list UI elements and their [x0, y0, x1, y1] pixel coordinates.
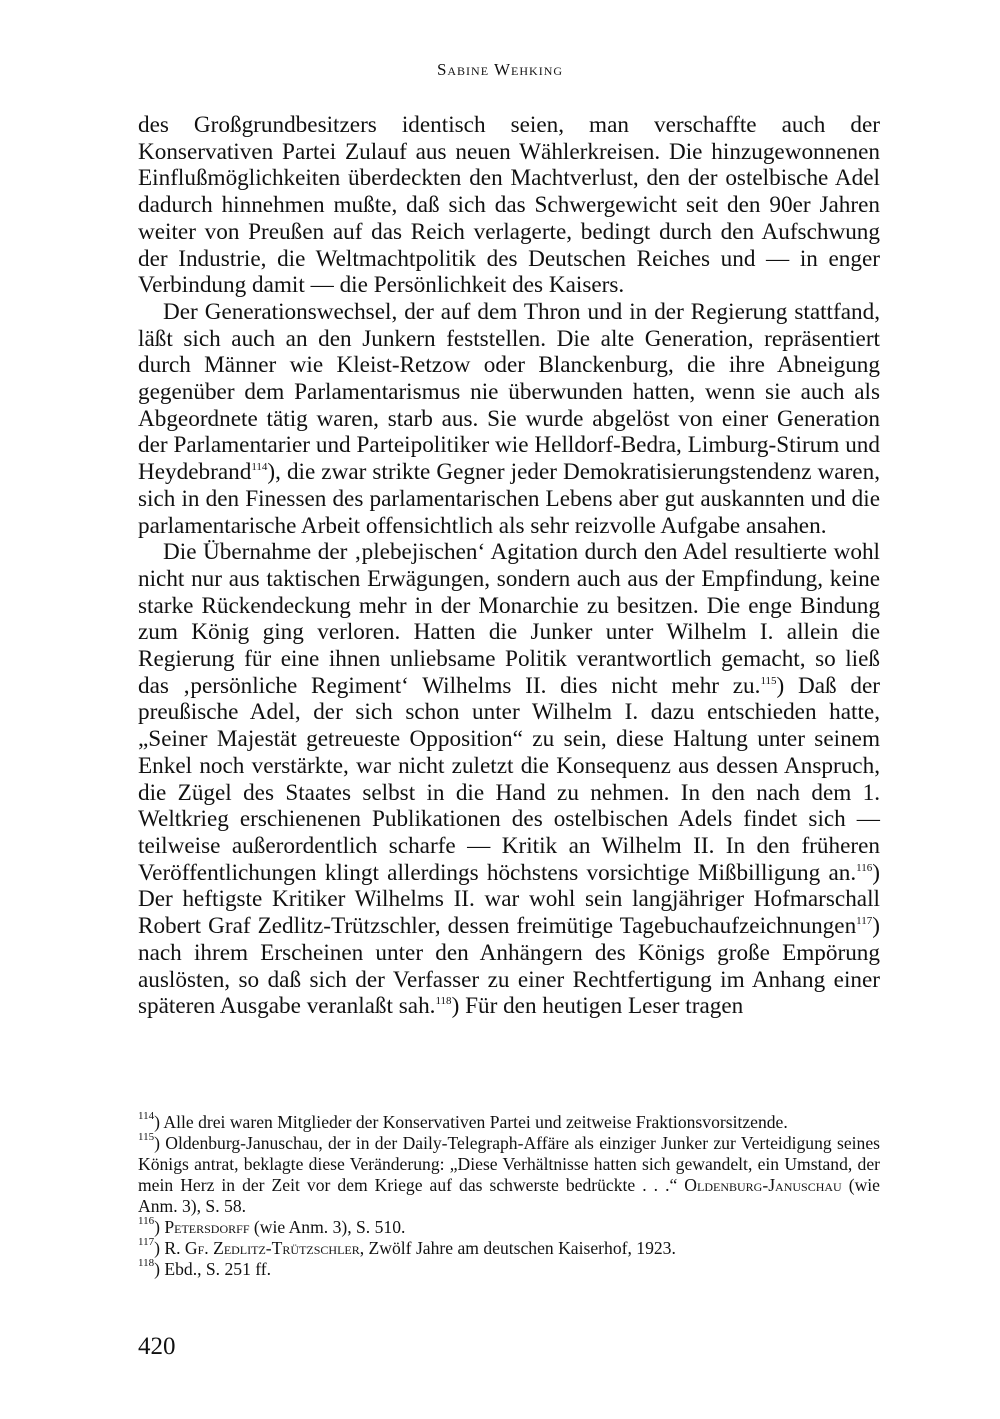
footnote-118-text: ) Ebd., S. 251 ff.	[154, 1259, 272, 1279]
footnote-mark-117: 117	[138, 1236, 155, 1248]
footnote-115-ref: (wie Anm. 3), S. 58.	[138, 1175, 880, 1216]
footnote-116	[138, 1217, 880, 1238]
footnote-115-author: Oldenburg-Januschau	[684, 1175, 842, 1195]
footnote-117-ref: , Zwölf Jahre am deutschen Kaiserhof, 1923.	[359, 1238, 676, 1258]
paragraph-3-text-b: ) Daß der preußische Adel, der sich schon unter Wilhelm I. dazu entschieden hatte, „Seiner Majestät getreueste Opposition“ zu sein, diese Haltung unter seinem Enkel noch verstärkte, war nicht zuletzt die Konsequenz aus dessen Anspruch, die Zügel des Staates selbst in die Hand zu nehmen. In den nach dem 1. Weltkrieg erschienenen Publikationen des ostelbischen Adels findet sich — teilweise außerordentlich scharfe — Kritik an Wilhelm II. In den früheren Veröffentlichungen klingt allerdings höchstens vorsichtige Mißbilligung an.	[138, 672, 880, 886]
running-head: Sabine Wehking	[436, 60, 564, 79]
footnote-ref-116[interactable]: 116	[856, 861, 873, 874]
body-text	[138, 112, 880, 1020]
footnote-118	[138, 1259, 880, 1280]
paragraph-1: des Großgrundbesitzers identisch seien, man verschaffte auch der Konservativen Partei Zulauf aus neuen Wählerkreisen. Die hinzugewonnenen Einflußmöglichkeiten überdeckten den Machtverlust, den der ostelbische Adel dadurch hinnehmen mußte, daß sich das Schwergewicht seit den 90er Jahren weiter von Preußen auf das Reich verlagerte, bedingt durch den Aufschwung der Industrie, die Weltmachtpolitik des Deutschen Reiches und — in enger Verbindung damit — die Persönlichkeit des Kaisers.	[138, 112, 880, 299]
paragraph-3-text-a: Die Übernahme der ‚plebejischen‘ Agitation durch den Adel resultierte wohl nicht nur aus taktischen Erwägungen, sondern auch aus der Empfindung, keine starke Rückendeckung mehr in der Monarchie zu besitzen. Die enge Bindung zum König ging verloren. Hatten die Junker unter Wilhelm I. allein die Regierung für eine ihnen unliebsame Politik verantwortlich gemacht, so ließ das ‚persönliche Regiment‘ Wilhelms II. dies nicht mehr zu.	[138, 539, 880, 699]
paragraph-3-text-c: ) Der heftigste Kritiker Wilhelms II. war wohl sein langjähriger Hofmarschall Robert Graf Zedlitz-Trützschler, dessen freimütige Tagebuchaufzeichnungen	[138, 859, 880, 940]
footnote-115	[138, 1133, 880, 1217]
footnote-115-text: ) Oldenburg-Januschau, der in der Daily-Telegraph-Affäre als einziger Junker zur Verteidigung seines Königs antrat, beklagte diese Veränderung: „Diese Verhältnisse hatten sich gewandelt, ein Umstand, der mein Herz in der Zeit vor dem Kriege auf das schwerste bedrückte . . .“	[138, 1133, 880, 1195]
footnote-ref-114[interactable]: 114	[251, 461, 268, 474]
footnote-116-pre: )	[154, 1217, 165, 1237]
footnote-114	[138, 1112, 880, 1133]
footnote-mark-116: 116	[138, 1215, 155, 1227]
footnotes	[138, 1112, 880, 1280]
paragraph-3-text-d: ) nach ihrem Erscheinen unter den Anhängern des Königs große Empörung auslösten, so daß sich der Verfasser zu einer Rechtfertigung im Anhang einer späteren Ausgabe veranlaßt sah.	[138, 913, 880, 1020]
footnote-ref-115[interactable]: 115	[760, 674, 777, 687]
footnote-114-text: ) Alle drei waren Mitglieder der Konservativen Partei und zeitweise Fraktionsvorsitzende.	[154, 1112, 788, 1132]
paragraph-2-text-a: Der Generationswechsel, der auf dem Thron und in der Regierung stattfand, läßt sich auch an den Junkern feststellen. Die alte Generation, repräsentiert durch Männer wie Kleist-Retzow oder Blanckenburg, die ihre Abneigung gegenüber dem Parlamentarismus nie überwunden hatten, wenn sie auch als Abgeordnete tätig waren, starb aus. Sie wurde abgelöst von einer Generation der Parlamentarier und Parteipolitiker wie Helldorf-Bedra, Limburg-Stirum und Heydebrand	[138, 298, 880, 486]
paragraph-2	[138, 299, 880, 539]
paragraph-3	[138, 539, 880, 1020]
footnote-mark-114: 114	[138, 1110, 155, 1122]
footnote-117	[138, 1238, 880, 1259]
page-number: 420	[138, 1333, 176, 1360]
footnote-mark-118: 118	[138, 1257, 155, 1269]
footnote-117-author: Gf. Zedlitz-Trützschler	[184, 1238, 360, 1258]
footnote-117-pre: ) R.	[154, 1238, 185, 1258]
footnote-ref-118[interactable]: 118	[435, 995, 452, 1008]
footnote-116-author: Petersdorff	[164, 1217, 250, 1237]
footnote-mark-115: 115	[138, 1131, 155, 1143]
footnote-ref-117[interactable]: 117	[856, 915, 873, 928]
footnote-116-ref: (wie Anm. 3), S. 510.	[249, 1217, 406, 1237]
paragraph-2-text-b: ), die zwar strikte Gegner jeder Demokratisierungstendenz waren, sich in den Finessen des parlamentarischen Lebens aber gut auskannten und die parlamentarische Arbeit offensichtlich als sehr reizvolle Aufgabe ansahen.	[138, 459, 880, 539]
paragraph-3-text-e: ) Für den heutigen Leser tragen	[451, 993, 744, 1020]
